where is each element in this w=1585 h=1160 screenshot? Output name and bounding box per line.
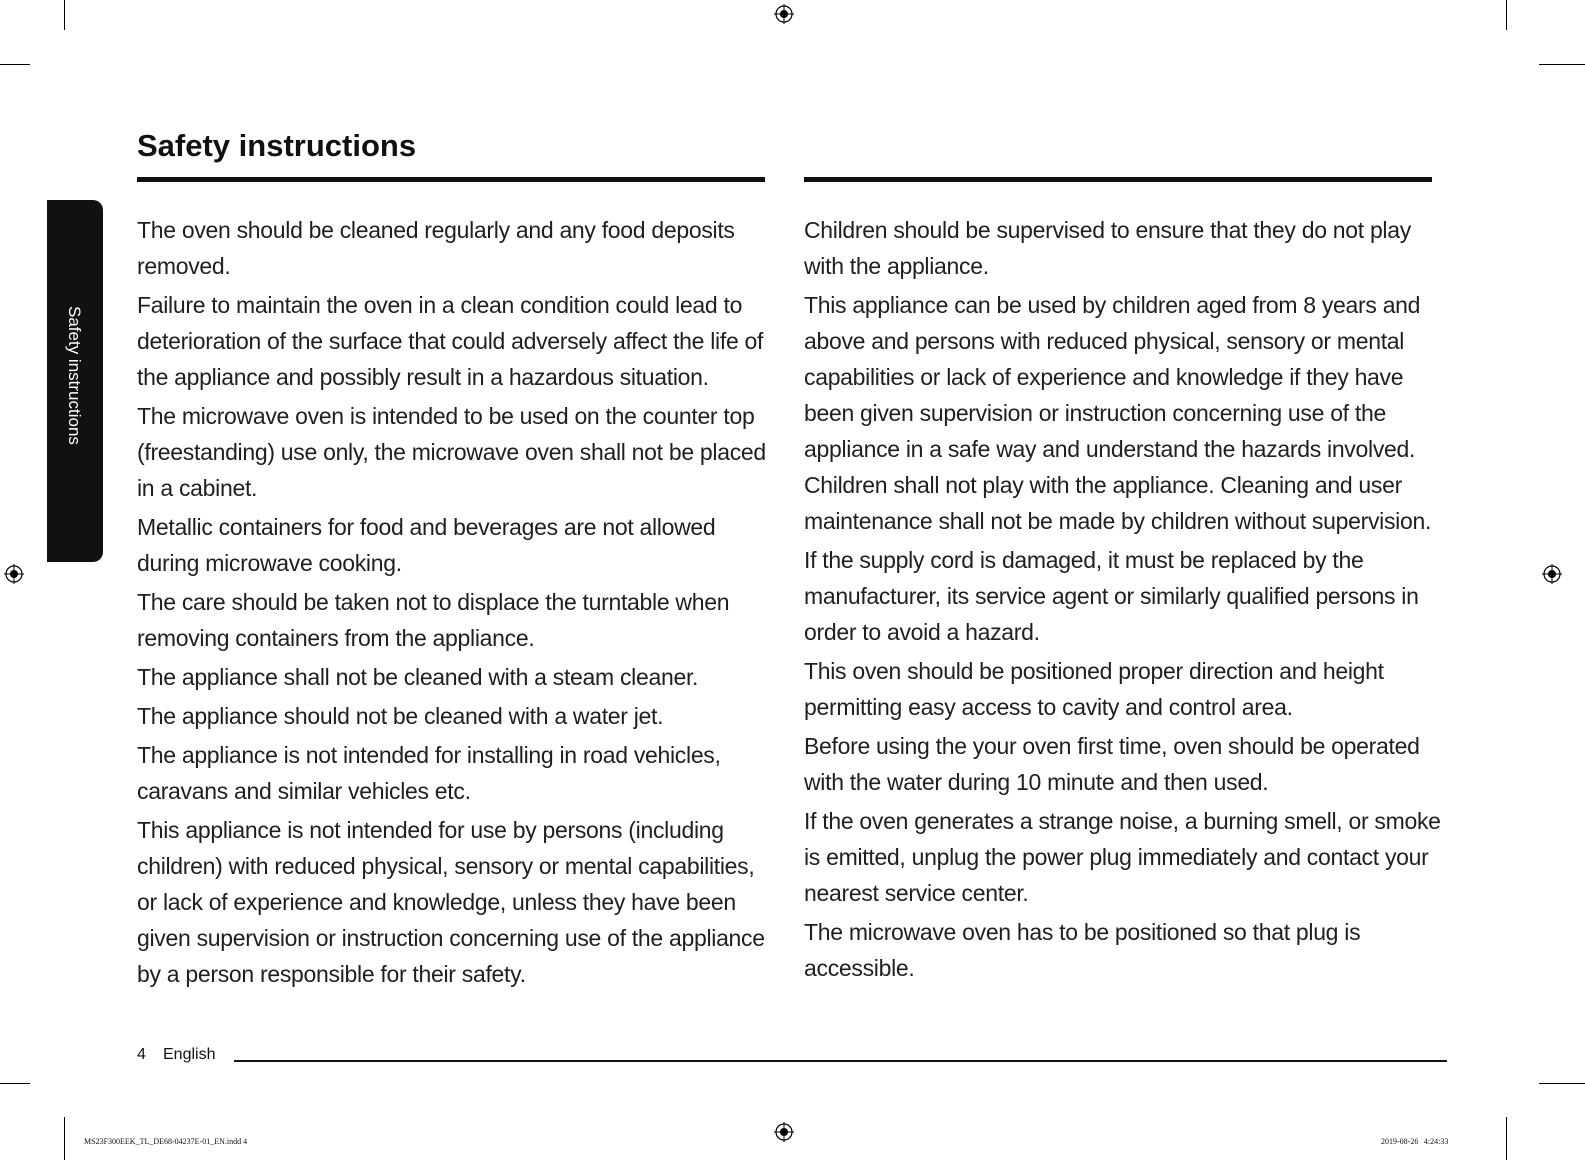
crop-mark: [0, 1083, 30, 1084]
paragraph: This appliance is not intended for use by persons (including children) with reduced physical, sensory or mental capabilities, or lack of experience and knowledge, unless they have been given supervision or instruction concerning use of the appliance by a person responsible for their safety.: [137, 817, 765, 987]
paragraph: If the oven generates a strange noise, a burning smell, or smoke is emitted, unplug the power plug immediately and contact your nearest service center.: [804, 808, 1441, 906]
paragraph: Children should be supervised to ensure that they do not play with the appliance.: [804, 217, 1411, 279]
paragraph: The appliance is not intended for installing in road vehicles, caravans and similar vehicles etc.: [137, 742, 721, 804]
crop-mark: [64, 1117, 65, 1160]
registration-mark-icon: [1542, 564, 1562, 584]
left-column: [137, 212, 777, 995]
crop-mark: [1539, 1083, 1585, 1084]
crop-mark: [1506, 0, 1507, 30]
page-number: 4: [137, 1046, 146, 1063]
registration-mark-icon: [4, 564, 24, 584]
paragraph: The microwave oven has to be positioned so that plug is accessible.: [804, 919, 1361, 981]
registration-mark-icon: [774, 1122, 794, 1142]
paragraph: This appliance can be used by children aged from 8 years and above and persons with reduced physical, sensory or mental capabilities or lack of experience and knowledge if they have been given supervision or instruction concerning use of the appliance in a safe way and understand the hazards involved. Children shall not play with the appliance. Cleaning and user maintenance shall not be made by children without supervision.: [804, 292, 1432, 534]
slug-date: 2019-08-26 4:24:33: [1381, 1137, 1449, 1146]
paragraph: Failure to maintain the oven in a clean condition could lead to deterioration of the surface that could adversely affect the life of the appliance and possibly result in a hazardous situation.: [137, 292, 764, 390]
crop-mark: [64, 0, 65, 30]
header-rule-left: [137, 177, 765, 182]
paragraph: Metallic containers for food and beverages are not allowed during microwave cooking.: [137, 514, 716, 576]
side-tab-label: Safety instructions: [65, 306, 84, 445]
paragraph: The microwave oven is intended to be used on the counter top (freestanding) use only, the microwave oven shall not be placed in a cabinet.: [137, 403, 766, 501]
crop-mark: [1539, 64, 1585, 65]
footer-language: English: [163, 1046, 216, 1063]
paragraph: Before using the your oven first time, oven should be operated with the water during 10 minute and then used.: [804, 733, 1420, 795]
paragraph: The appliance shall not be cleaned with a steam cleaner.: [137, 664, 699, 690]
paragraph: The appliance should not be cleaned with a water jet.: [137, 703, 664, 729]
slug-filename: MS23F300EEK_TL_DE68-04237E-01_EN.indd 4: [84, 1137, 248, 1146]
header-rule-right: [804, 177, 1432, 182]
footer-rule: [234, 1060, 1447, 1062]
page-title: Safety instructions: [137, 128, 417, 163]
registration-mark-icon: [774, 4, 794, 24]
crop-mark: [0, 64, 30, 65]
crop-mark: [1506, 1117, 1507, 1160]
paragraph: If the supply cord is damaged, it must be replaced by the manufacturer, its service agent or similarly qualified persons in order to avoid a hazard.: [804, 547, 1419, 645]
right-column: [804, 212, 1444, 989]
paragraph: The oven should be cleaned regularly and any food deposits removed.: [137, 217, 735, 279]
paragraph: This oven should be positioned proper direction and height permitting easy access to cavity and control area.: [804, 658, 1384, 720]
paragraph: The care should be taken not to displace the turntable when removing containers from the appliance.: [137, 589, 730, 651]
